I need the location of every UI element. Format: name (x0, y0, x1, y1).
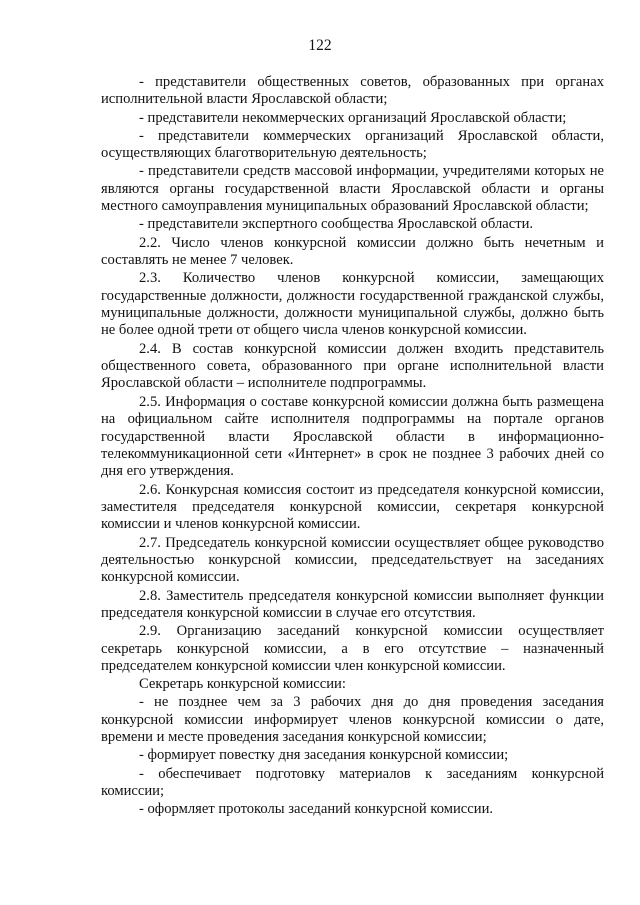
paragraph-2-2: 2.2. Число членов конкурсной комиссии должно быть нечетным и составлять не менее 7 человек. (101, 234, 604, 269)
paragraph-2-3: 2.3. Количество членов конкурсной комиссии, замещающих государственные должности, должности государственной гражданской службы, муниципальные должности, должности муниципальной службы, должно быть не более одной трети от общего числа членов конкурсной комиссии. (101, 270, 604, 339)
paragraph-secretary-heading: Секретарь конкурсной комиссии: (139, 676, 346, 693)
paragraph-2-7: 2.7. Председатель конкурсной комиссии осуществляет общее руководство деятельностью конкурсной комиссии, председательствует на заседаниях конкурсной комиссии. (101, 534, 604, 586)
document-body (101, 74, 604, 819)
paragraph-secretary-protocols: - оформляет протоколы заседаний конкурсной комиссии. (139, 801, 494, 818)
paragraph-2-9: 2.9. Организацию заседаний конкурсной комиссии осуществляет секретарь конкурсной комиссии, а в его отсутствие – назначенный председателем конкурсной комиссии член конкурсной комиссии. (101, 623, 604, 674)
paragraph-commercial-orgs: - представители коммерческих организаций Ярославской области, осуществляющих благотворительную деятельность; (101, 127, 604, 162)
paragraph-noncommercial-orgs: - представители некоммерческих организаций Ярославской области; (139, 109, 567, 126)
paragraph-secretary-agenda: - формирует повестку дня заседания конкурсной комиссии; (139, 747, 509, 764)
paragraph-2-4: 2.4. В состав конкурсной комиссии должен входить представитель общественного совета, образованного при органе исполнительной власти Ярославской области – исполнителе подпрограммы. (101, 340, 604, 392)
paragraph-secretary-materials: - обеспечивает подготовку материалов к заседаниям конкурсной комиссии; (101, 765, 604, 799)
paragraph-mass-media: - представители средств массовой информации, учредителями которых не являются органы государственной власти Ярославской области и органы местного самоуправления муниципальных образований Ярославской области; (101, 163, 604, 215)
paragraph-public-councils: - представители общественных советов, образованных при органах исполнительной власти Ярославской области; (101, 74, 604, 108)
paragraph-2-5: 2.5. Информация о составе конкурсной комиссии должна быть размещена на официальном сайте исполнителя подпрограммы на портале органов государственной власти Ярославской области в информационно-телекоммуникационной сети «Интернет» в срок не позднее 3 рабочих дней со дня его утверждения. (101, 393, 604, 480)
paragraph-expert-community: - представители экспертного сообщества Ярославской области. (139, 216, 534, 233)
paragraph-2-6: 2.6. Конкурсная комиссия состоит из председателя конкурсной комиссии, заместителя председателя конкурсной комиссии, секретаря конкурсной комиссии и членов конкурсной комиссии. (101, 481, 604, 533)
paragraph-secretary-informs: - не позднее чем за 3 рабочих дня до дня проведения заседания конкурсной комиссии информирует членов конкурсной комиссии о дате, времени и месте проведения заседания конкурсной комиссии; (101, 694, 604, 746)
page-number: 122 (308, 37, 332, 54)
paragraph-2-8: 2.8. Заместитель председателя конкурсной комиссии выполняет функции председателя конкурсной комиссии в случае его отсутствия. (101, 587, 604, 621)
